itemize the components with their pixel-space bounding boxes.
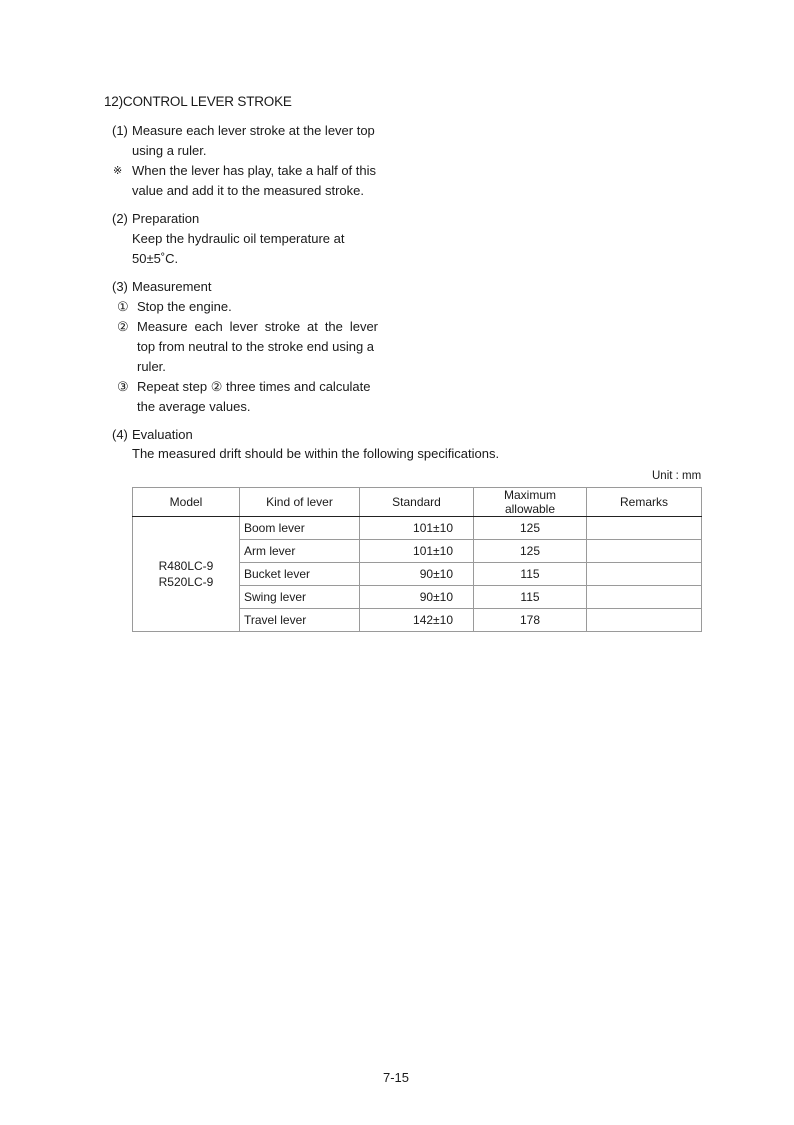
- section-heading: [104, 94, 292, 109]
- item3-number: (3): [112, 279, 128, 294]
- item4-line1: The measured drift should be within the following specifications.: [132, 446, 500, 461]
- step2-line2: top from neutral to the stroke end using a: [137, 339, 375, 354]
- model-cell: [133, 517, 240, 632]
- max-cell: 178: [474, 609, 587, 632]
- kind-cell: Boom lever: [240, 517, 360, 540]
- model-line1: R480LC-9: [158, 559, 214, 573]
- step1-mark: ①: [117, 299, 129, 314]
- item2-line2: 50±5˚C.: [132, 251, 179, 266]
- step3-mark: ③: [117, 379, 129, 394]
- step1-line1: Stop the engine.: [137, 299, 232, 314]
- item2-line1: Keep the hydraulic oil temperature at: [132, 231, 345, 246]
- standard-cell: 90±10: [360, 586, 474, 609]
- remarks-cell: [587, 586, 702, 609]
- remarks-cell: [587, 540, 702, 563]
- item2-title: Preparation: [132, 211, 200, 226]
- table-header-row: [133, 488, 702, 517]
- unit-label: Unit : mm: [652, 470, 702, 482]
- item1-line2: using a ruler.: [132, 143, 207, 158]
- kind-cell: Arm lever: [240, 540, 360, 563]
- header-remarks: Remarks: [587, 488, 702, 517]
- note-mark: ※: [113, 165, 123, 177]
- standard-cell: 101±10: [360, 540, 474, 563]
- section-number: 12): [104, 94, 123, 109]
- step3-line2: the average values.: [137, 399, 251, 414]
- item4-number: (4): [112, 427, 128, 442]
- note-line2: value and add it to the measured stroke.: [132, 183, 364, 198]
- section-title: CONTROL LEVER STROKE: [122, 94, 292, 109]
- item1-line1: Measure each lever stroke at the lever top: [132, 123, 375, 138]
- step2-line1: Measure each lever stroke at the lever: [137, 319, 378, 334]
- step3-line1: Repeat step ② three times and calculate: [137, 379, 371, 394]
- model-line2: R520LC-9: [158, 575, 214, 589]
- header-model: Model: [133, 488, 240, 517]
- page-number: 7-15: [383, 1070, 410, 1085]
- max-cell: 115: [474, 563, 587, 586]
- table-row: [133, 517, 702, 540]
- remarks-cell: [587, 609, 702, 632]
- standard-cell: 90±10: [360, 563, 474, 586]
- item1-number: (1): [112, 123, 128, 138]
- standard-cell: 101±10: [360, 517, 474, 540]
- item3-title: Measurement: [132, 279, 212, 294]
- item4-title: Evaluation: [132, 427, 193, 442]
- remarks-cell: [587, 517, 702, 540]
- kind-cell: Travel lever: [240, 609, 360, 632]
- item2-number: (2): [112, 211, 128, 226]
- max-cell: 125: [474, 517, 587, 540]
- header-max: Maximum allowable: [474, 488, 587, 517]
- header-standard: Standard: [360, 488, 474, 517]
- step2-line3: ruler.: [137, 359, 166, 374]
- kind-cell: Swing lever: [240, 586, 360, 609]
- max-cell: 125: [474, 540, 587, 563]
- kind-cell: Bucket lever: [240, 563, 360, 586]
- standard-cell: 142±10: [360, 609, 474, 632]
- remarks-cell: [587, 563, 702, 586]
- step2-mark: ②: [117, 319, 129, 334]
- note-line1: When the lever has play, take a half of this: [132, 163, 377, 178]
- max-cell: 115: [474, 586, 587, 609]
- spec-table: [132, 487, 702, 632]
- header-kind: Kind of lever: [240, 488, 360, 517]
